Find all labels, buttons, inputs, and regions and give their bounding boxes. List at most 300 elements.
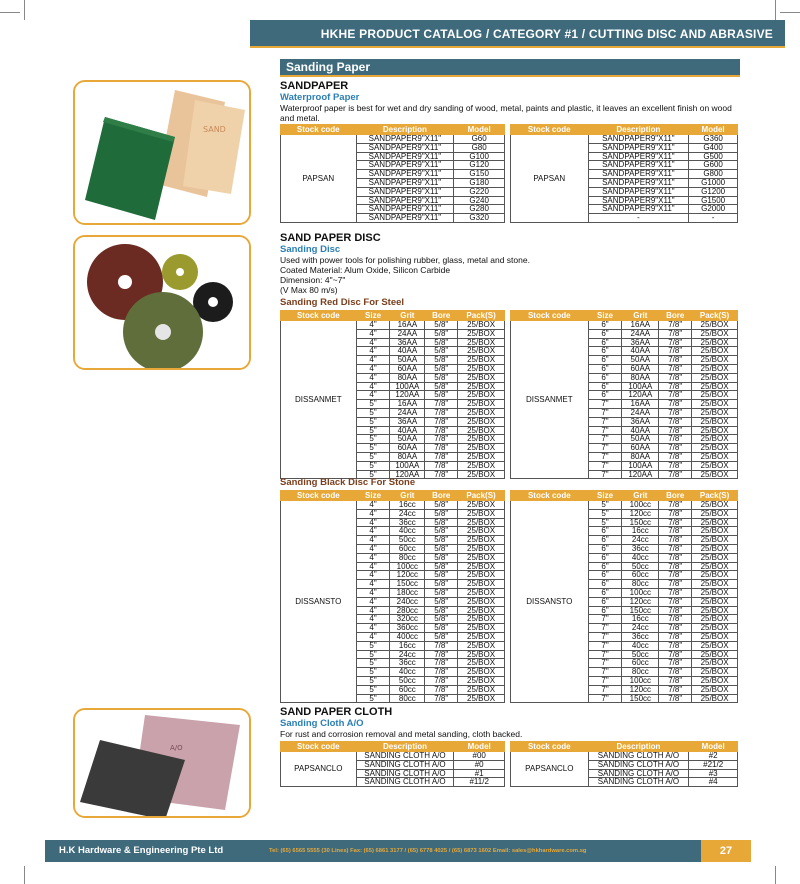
table-cell: 16AA	[390, 400, 425, 409]
column-header: Bore	[425, 491, 458, 501]
table-cell: 25/BOX	[692, 356, 738, 365]
table-cell: 25/BOX	[458, 562, 505, 571]
table-cell: 36cc	[390, 518, 425, 527]
sandpaper-table-left	[280, 124, 505, 223]
table-cell: 4"	[356, 571, 390, 580]
table-cell: 5"	[588, 518, 622, 527]
column-header: Model	[689, 742, 738, 752]
table-cell: 240cc	[390, 597, 425, 606]
table-cell: 80cc	[390, 553, 425, 562]
table-cell: 5/8"	[425, 338, 458, 347]
table-cell: #0	[454, 760, 505, 769]
column-header: Model	[689, 125, 738, 135]
table-cell: 40AA	[390, 426, 425, 435]
table-cell: 25/BOX	[458, 685, 505, 694]
table-cell: 40cc	[622, 641, 659, 650]
table-cell: 5/8"	[425, 544, 458, 553]
table-cell: SANDING CLOTH A/O	[588, 760, 689, 769]
table-cell: #4	[689, 778, 738, 787]
table-cell: G320	[454, 214, 505, 223]
table-cell: 5"	[356, 408, 390, 417]
column-header: Grit	[390, 491, 425, 501]
table-cell: 25/BOX	[692, 571, 738, 580]
column-header: Bore	[659, 491, 692, 501]
table-cell: G1500	[689, 196, 738, 205]
table-cell: G150	[454, 170, 505, 179]
table-cell: 36AA	[390, 338, 425, 347]
table-cell: 50cc	[622, 650, 659, 659]
table-cell: 25/BOX	[692, 444, 738, 453]
table-cell: 7/8"	[659, 685, 692, 694]
table-cell: 16cc	[390, 501, 425, 510]
table-cell: 25/BOX	[458, 676, 505, 685]
table-cell: 5/8"	[425, 501, 458, 510]
table-cell: 5/8"	[425, 382, 458, 391]
table-cell: SANDPAPER9"X11"	[356, 143, 454, 152]
table-cell: 4"	[356, 527, 390, 536]
table-cell: SANDPAPER9"X11"	[356, 196, 454, 205]
svg-text:A/O: A/O	[170, 744, 183, 752]
table-cell: 320cc	[390, 615, 425, 624]
table-cell: 25/BOX	[692, 347, 738, 356]
table-cell: 7/8"	[659, 588, 692, 597]
table-cell: G800	[689, 170, 738, 179]
table-cell: 150cc	[622, 694, 659, 703]
table-cell: SANDING CLOTH A/O	[356, 760, 454, 769]
table-cell: 5"	[356, 641, 390, 650]
red-disc-table-right	[510, 310, 738, 479]
table-cell: 7"	[588, 426, 622, 435]
table-cell: G600	[689, 161, 738, 170]
table-cell: 7"	[588, 650, 622, 659]
table-cell: 25/BOX	[458, 668, 505, 677]
table-cell: G240	[454, 196, 505, 205]
table-cell: G120	[454, 161, 505, 170]
table-cell: 6"	[588, 338, 622, 347]
table-cell: 36AA	[622, 338, 659, 347]
table-cell: SANDPAPER9"X11"	[356, 135, 454, 144]
table-cell: 6"	[588, 536, 622, 545]
table-cell: 25/BOX	[458, 382, 505, 391]
table-cell: 7/8"	[425, 641, 458, 650]
table-cell: 7/8"	[425, 461, 458, 470]
table-cell: 25/BOX	[458, 501, 505, 510]
table-cell: 50AA	[622, 435, 659, 444]
table-cell: 5/8"	[425, 562, 458, 571]
table-cell: 24AA	[390, 408, 425, 417]
table-cell: 25/BOX	[458, 391, 505, 400]
table-cell: 6"	[588, 571, 622, 580]
table-cell: 100AA	[390, 382, 425, 391]
table-row	[511, 135, 738, 144]
table-cell: SANDPAPER9"X11"	[588, 135, 689, 144]
table-cell: 7/8"	[425, 668, 458, 677]
disc-desc-line3: Dimension: 4"~7"	[280, 275, 346, 285]
column-header: Description	[588, 742, 689, 752]
table-cell: SANDING CLOTH A/O	[356, 769, 454, 778]
sandpaper-title: SANDPAPER	[280, 80, 349, 92]
table-cell: 5/8"	[425, 624, 458, 633]
table-cell: 7"	[588, 668, 622, 677]
table-cell: 4"	[356, 501, 390, 510]
table-cell: 4"	[356, 588, 390, 597]
table-cell: 25/BOX	[458, 615, 505, 624]
table-cell: 120cc	[390, 571, 425, 580]
catalog-header	[250, 20, 785, 48]
footer-company: H.K Hardware & Engineering Pte Ltd	[59, 845, 224, 856]
table-cell: 7/8"	[425, 444, 458, 453]
table-cell: 25/BOX	[692, 426, 738, 435]
table-cell: 5"	[356, 659, 390, 668]
table-cell: 25/BOX	[692, 553, 738, 562]
table-cell: 7/8"	[659, 536, 692, 545]
table-cell: SANDPAPER9"X11"	[356, 178, 454, 187]
table-cell: 25/BOX	[458, 527, 505, 536]
section-banner	[280, 59, 740, 77]
table-cell: 7/8"	[425, 650, 458, 659]
table-cell: 120AA	[390, 391, 425, 400]
table-cell: 100AA	[390, 461, 425, 470]
table-cell: 7"	[588, 470, 622, 479]
table-cell: 25/BOX	[458, 400, 505, 409]
table-cell: 7/8"	[659, 641, 692, 650]
table-cell: 80cc	[390, 694, 425, 703]
table-cell: 5"	[356, 417, 390, 426]
table-cell: 6"	[588, 347, 622, 356]
page-number: 27	[701, 840, 751, 862]
table-cell: 4"	[356, 544, 390, 553]
table-cell: 25/BOX	[692, 338, 738, 347]
table-cell: 25/BOX	[458, 544, 505, 553]
table-cell: SANDPAPER9"X11"	[588, 143, 689, 152]
cloth-title: SAND PAPER CLOTH	[280, 706, 393, 718]
table-cell: 25/BOX	[692, 321, 738, 330]
column-header: Description	[356, 125, 454, 135]
table-cell: 7"	[588, 408, 622, 417]
table-cell: 25/BOX	[692, 329, 738, 338]
column-header: Grit	[622, 311, 659, 321]
table-cell: 5"	[356, 400, 390, 409]
table-cell: 120AA	[622, 470, 659, 479]
column-header: Description	[588, 125, 689, 135]
table-cell: 60cc	[622, 659, 659, 668]
stock-code-cell: DISSANMET	[511, 321, 589, 479]
disc-subtitle: Sanding Disc	[280, 244, 341, 255]
black-disc-table-right	[510, 490, 738, 703]
table-cell: 5/8"	[425, 356, 458, 365]
table-cell: 25/BOX	[692, 364, 738, 373]
section-banner-title: Sanding Paper	[286, 60, 371, 74]
table-cell: 80AA	[390, 452, 425, 461]
table-cell: 7/8"	[659, 659, 692, 668]
table-cell: 150cc	[390, 580, 425, 589]
table-cell: 4"	[356, 321, 390, 330]
column-header: Model	[454, 742, 505, 752]
table-cell: 7"	[588, 417, 622, 426]
table-cell: 5"	[356, 426, 390, 435]
table-cell: G180	[454, 178, 505, 187]
table-cell: 24AA	[622, 329, 659, 338]
table-cell: 7"	[588, 615, 622, 624]
table-cell: 80AA	[622, 452, 659, 461]
table-cell: 25/BOX	[458, 632, 505, 641]
table-cell: 7/8"	[659, 694, 692, 703]
table-row	[511, 321, 738, 330]
column-header: Grit	[390, 311, 425, 321]
table-cell: 7"	[588, 435, 622, 444]
table-cell: 7/8"	[659, 373, 692, 382]
table-cell: 4"	[356, 338, 390, 347]
table-cell: 4"	[356, 391, 390, 400]
table-cell: 5"	[588, 509, 622, 518]
table-cell: 25/BOX	[692, 461, 738, 470]
table-cell: 5/8"	[425, 364, 458, 373]
table-cell: 6"	[588, 606, 622, 615]
table-cell: 5/8"	[425, 536, 458, 545]
table-cell: 16AA	[622, 400, 659, 409]
table-cell: 50AA	[390, 356, 425, 365]
table-cell: 7"	[588, 641, 622, 650]
disc-desc-line4: (V Max 80 m/s)	[280, 285, 338, 295]
table-cell: 25/BOX	[692, 509, 738, 518]
table-cell: 24cc	[622, 536, 659, 545]
red-disc-table-left	[280, 310, 505, 479]
table-cell: 7"	[588, 444, 622, 453]
column-header: Description	[356, 742, 454, 752]
table-cell: G500	[689, 152, 738, 161]
table-cell: 5/8"	[425, 597, 458, 606]
table-cell: SANDPAPER9"X11"	[588, 170, 689, 179]
table-cell: 120AA	[390, 470, 425, 479]
table-cell: 100cc	[622, 588, 659, 597]
table-cell: 16cc	[622, 615, 659, 624]
table-cell: 6"	[588, 553, 622, 562]
table-cell: 25/BOX	[692, 606, 738, 615]
table-cell: 25/BOX	[458, 444, 505, 453]
table-cell: 5/8"	[425, 321, 458, 330]
table-cell: 6"	[588, 329, 622, 338]
table-cell: 6"	[588, 373, 622, 382]
table-cell: SANDPAPER9"X11"	[356, 214, 454, 223]
column-header: Pack(S)	[458, 491, 505, 501]
table-cell: 25/BOX	[692, 641, 738, 650]
table-cell: 4"	[356, 615, 390, 624]
table-cell: 7"	[588, 400, 622, 409]
table-cell: 7/8"	[659, 400, 692, 409]
table-cell: G400	[689, 143, 738, 152]
table-cell: 25/BOX	[692, 452, 738, 461]
table-cell: 25/BOX	[692, 417, 738, 426]
table-cell: 60AA	[390, 444, 425, 453]
table-cell: SANDPAPER9"X11"	[356, 187, 454, 196]
table-cell: 7"	[588, 624, 622, 633]
table-cell: 5"	[356, 461, 390, 470]
table-cell: 50cc	[390, 676, 425, 685]
table-cell: 7/8"	[659, 452, 692, 461]
table-cell: 5"	[356, 694, 390, 703]
column-header: Stock code	[281, 742, 357, 752]
table-cell: 4"	[356, 382, 390, 391]
sandpaper-subtitle: Waterproof Paper	[280, 92, 360, 103]
table-cell: 6"	[588, 580, 622, 589]
table-cell: 25/BOX	[458, 659, 505, 668]
footer-contact: Tel: (65) 6565 5555 (30 Lines) Fax: (65) 6861 3177 / (65) 6778 4025 / (65) 6873 1602 Email: sales@hkhardware.com.sg	[269, 848, 587, 854]
table-cell: 50AA	[390, 435, 425, 444]
table-cell: 7/8"	[659, 509, 692, 518]
table-cell: 7"	[588, 685, 622, 694]
table-cell: 100cc	[622, 676, 659, 685]
table-cell: 7"	[588, 694, 622, 703]
table-cell: 24cc	[622, 624, 659, 633]
table-cell: 7/8"	[425, 694, 458, 703]
table-cell: 25/BOX	[458, 452, 505, 461]
cloth-table-left	[280, 741, 505, 787]
table-cell: 4"	[356, 329, 390, 338]
table-cell: 7"	[588, 461, 622, 470]
table-cell: 6"	[588, 544, 622, 553]
column-header: Size	[588, 311, 622, 321]
table-cell: 7"	[588, 659, 622, 668]
table-cell: 4"	[356, 356, 390, 365]
stock-code-cell: PAPSANCLO	[511, 752, 589, 787]
table-cell: 25/BOX	[692, 632, 738, 641]
table-cell: 7/8"	[659, 426, 692, 435]
column-header: Size	[588, 491, 622, 501]
table-cell: 25/BOX	[692, 676, 738, 685]
table-cell: #00	[454, 752, 505, 761]
table-cell: G2000	[689, 205, 738, 214]
table-cell: 5"	[356, 452, 390, 461]
table-row	[511, 501, 738, 510]
table-cell: 4"	[356, 364, 390, 373]
table-cell: 6"	[588, 562, 622, 571]
table-cell: 4"	[356, 580, 390, 589]
table-cell: 6"	[588, 356, 622, 365]
table-cell: SANDPAPER9"X11"	[356, 170, 454, 179]
table-cell: 4"	[356, 347, 390, 356]
table-cell: SANDING CLOTH A/O	[588, 778, 689, 787]
table-cell: 25/BOX	[458, 329, 505, 338]
table-cell: 25/BOX	[458, 588, 505, 597]
table-cell: 50AA	[622, 356, 659, 365]
table-cell: 7/8"	[659, 347, 692, 356]
table-cell: SANDPAPER9"X11"	[588, 196, 689, 205]
table-cell: 7/8"	[659, 356, 692, 365]
table-cell: 25/BOX	[692, 650, 738, 659]
table-cell: 5/8"	[425, 606, 458, 615]
column-header: Size	[356, 491, 390, 501]
column-header: Pack(S)	[692, 491, 738, 501]
cloth-desc: For rust and corrosion removal and metal sanding, cloth backed.	[280, 729, 523, 739]
table-cell: 7/8"	[659, 624, 692, 633]
table-cell: 360cc	[390, 624, 425, 633]
table-cell: 5/8"	[425, 347, 458, 356]
table-cell: SANDPAPER9"X11"	[588, 152, 689, 161]
table-cell: SANDING CLOTH A/O	[356, 752, 454, 761]
table-cell: 60AA	[622, 364, 659, 373]
table-cell: 7/8"	[425, 400, 458, 409]
table-cell: #1	[454, 769, 505, 778]
table-cell: 7/8"	[425, 676, 458, 685]
table-cell: 7/8"	[659, 382, 692, 391]
table-cell: 5"	[356, 470, 390, 479]
table-cell: 6"	[588, 364, 622, 373]
table-cell: 5/8"	[425, 391, 458, 400]
table-cell: 7/8"	[659, 444, 692, 453]
table-cell: 4"	[356, 606, 390, 615]
table-cell: 24cc	[390, 509, 425, 518]
table-cell: 25/BOX	[692, 694, 738, 703]
disc-desc-line2: Coated Material: Alum Oxide, Silicon Carbide	[280, 265, 451, 275]
table-cell: 7/8"	[659, 580, 692, 589]
table-cell: 400cc	[390, 632, 425, 641]
table-cell: 100AA	[622, 382, 659, 391]
table-cell: 180cc	[390, 588, 425, 597]
sandpaper-table-right	[510, 124, 738, 223]
table-cell: 5/8"	[425, 509, 458, 518]
table-cell: 120AA	[622, 391, 659, 400]
table-cell: 7/8"	[659, 501, 692, 510]
table-cell: #11/2	[454, 778, 505, 787]
table-cell: 5/8"	[425, 329, 458, 338]
table-cell: 7/8"	[659, 527, 692, 536]
page-footer	[45, 840, 751, 862]
column-header: Pack(S)	[692, 311, 738, 321]
table-cell: 5"	[356, 435, 390, 444]
table-cell: 7"	[588, 452, 622, 461]
table-row	[281, 135, 505, 144]
table-cell: 25/BOX	[692, 527, 738, 536]
table-cell: 25/BOX	[692, 435, 738, 444]
sanding-disc-photo	[73, 235, 251, 370]
table-cell: 25/BOX	[692, 597, 738, 606]
table-cell: 6"	[588, 391, 622, 400]
table-cell: 25/BOX	[458, 373, 505, 382]
table-cell: 6"	[588, 527, 622, 536]
table-cell: 4"	[356, 597, 390, 606]
table-cell: 25/BOX	[458, 338, 505, 347]
column-header: Grit	[622, 491, 659, 501]
table-cell: SANDING CLOTH A/O	[356, 778, 454, 787]
table-cell: 25/BOX	[458, 597, 505, 606]
table-cell: 5/8"	[425, 615, 458, 624]
table-cell: 60AA	[622, 444, 659, 453]
table-cell: 25/BOX	[458, 580, 505, 589]
table-cell: 24cc	[390, 650, 425, 659]
table-cell: 60cc	[390, 685, 425, 694]
table-cell: 50cc	[622, 562, 659, 571]
table-cell: 7/8"	[659, 676, 692, 685]
table-cell: SANDPAPER9"X11"	[356, 161, 454, 170]
table-cell: 7/8"	[659, 364, 692, 373]
table-cell: 25/BOX	[458, 518, 505, 527]
column-header: Pack(S)	[458, 311, 505, 321]
table-cell: 4"	[356, 624, 390, 633]
table-cell: 25/BOX	[692, 373, 738, 382]
table-row	[281, 321, 505, 330]
table-cell: 50cc	[390, 536, 425, 545]
table-cell: G360	[689, 135, 738, 144]
table-cell: 7/8"	[659, 562, 692, 571]
table-cell: 7/8"	[425, 435, 458, 444]
table-cell: 5"	[356, 676, 390, 685]
table-cell: 80AA	[390, 373, 425, 382]
table-cell: 24AA	[390, 329, 425, 338]
column-header: Stock code	[511, 311, 589, 321]
table-cell: 16cc	[390, 641, 425, 650]
red-disc-title: Sanding Red Disc For Steel	[280, 297, 405, 308]
column-header: Size	[356, 311, 390, 321]
